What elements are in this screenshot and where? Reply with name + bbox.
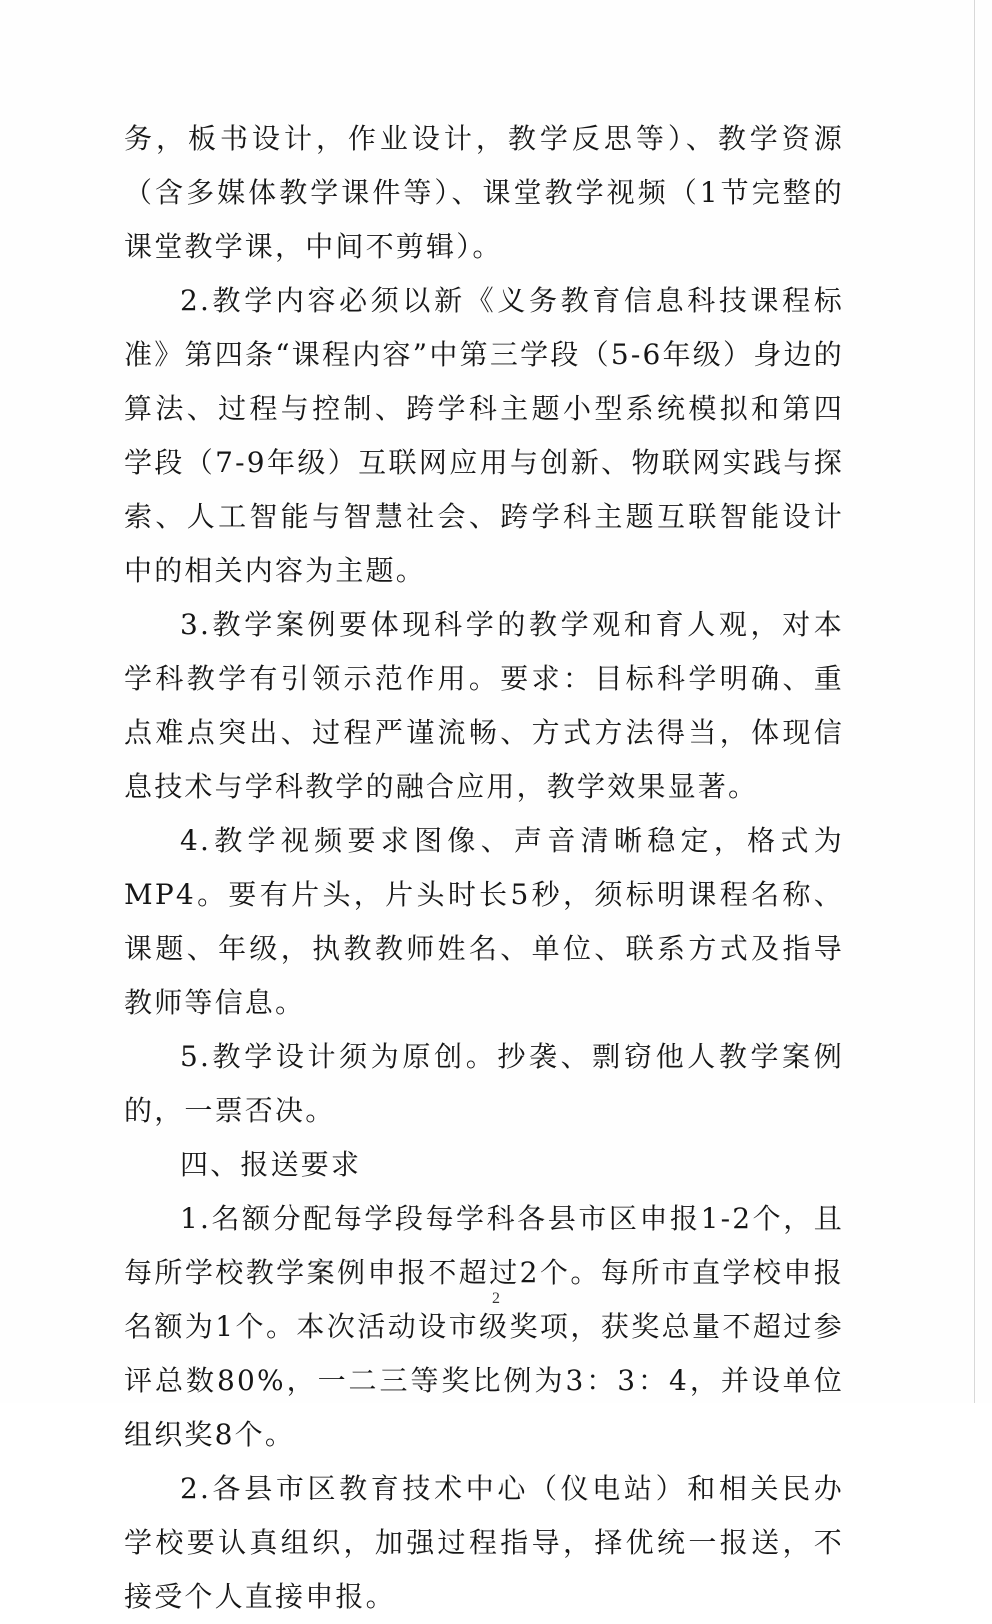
paragraph-item-4: 4.教学视频要求图像、声音清晰稳定，格式为MP4。要有片头，片头时长5秒，须标明课程名称、课题、年级，执教教师姓名、单位、联系方式及指导教师等信息。 (124, 824, 844, 1019)
paragraph-item-5: 5.教学设计须为原创。抄袭、剽窃他人教学案例的，一票否决。 (124, 1040, 844, 1127)
document-body (124, 112, 844, 1624)
section-heading-submission: 四、报送要求 (180, 1148, 362, 1181)
paragraph-continuation: 务，板书设计，作业设计，教学反思等）、教学资源（含多媒体教学课件等）、课堂教学视频（1节完整的课堂教学课，中间不剪辑）。 (124, 122, 844, 263)
paragraph-item-3: 3.教学案例要体现科学的教学观和育人观，对本学科教学有引领示范作用。要求：目标科学明确、重点难点突出、过程严谨流畅、方式方法得当，体现信息技术与学科教学的融合应用，教学效果显著。 (124, 608, 844, 803)
page-number: 2 (492, 1290, 500, 1307)
paragraph-submission-1: 1.名额分配每学段每学科各县市区申报1-2个，且每所学校教学案例申报不超过2个。每所市直学校申报名额为1个。本次活动设市级奖项，获奖总量不超过参评总数80%，一二三等奖比例为3：3：4，并设单位组织奖8个。 (124, 1202, 844, 1451)
scan-edge-line (974, 0, 975, 1403)
paragraph-item-2: 2.教学内容必须以新《义务教育信息科技课程标准》第四条“课程内容”中第三学段（5-6年级）身边的算法、过程与控制、跨学科主题小型系统模拟和第四学段（7-9年级）互联网应用与创新、物联网实践与探索、人工智能与智慧社会、跨学科主题互联智能设计中的相关内容为主题。 (124, 284, 844, 587)
paragraph-submission-2: 2.各县市区教育技术中心（仪电站）和相关民办学校要认真组织，加强过程指导，择优统一报送，不接受个人直接申报。 (124, 1472, 844, 1613)
